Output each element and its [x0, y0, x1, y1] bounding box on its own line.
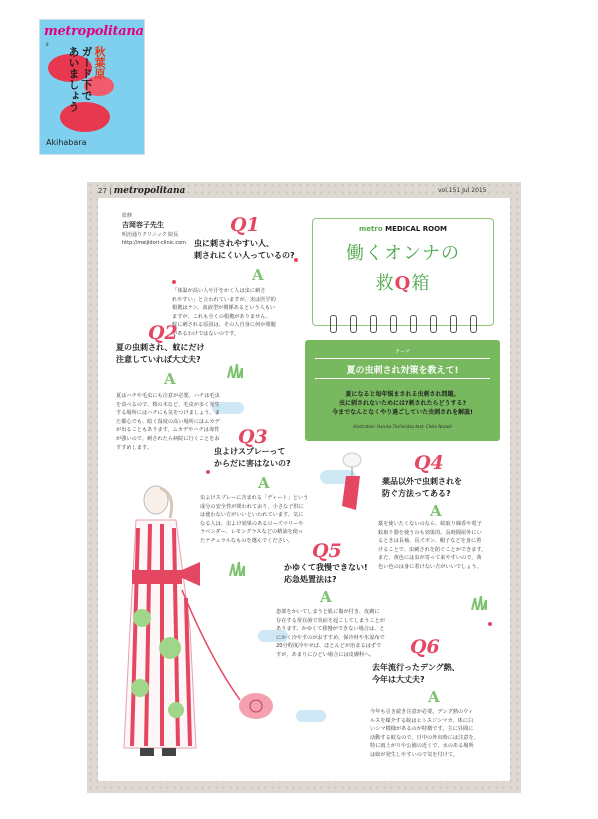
a1-answer: 「体温が高い人や汗をかく人は虫に刺さ れやすい」と言われていますが、実は医学的 根拠はナシ。血液型が関係あるという人もい ますが、これも全くの根拠がありません。 蚊に刺される原因は、その人自身に何か問題 があるわけではないのです。: [172, 288, 276, 337]
theme-label: テーマ: [394, 349, 410, 355]
q1-question: 虫に刺されやすい人、 刺されにくい人っているの?: [194, 239, 295, 260]
woman-yukata-illustration: [100, 478, 250, 778]
binder-ring: [390, 315, 397, 333]
section-title: 働くオンナの 救Q箱: [313, 239, 493, 299]
page-header-left: 27 | metropolitana: [98, 186, 186, 196]
cover-title-line2: あいましょう: [67, 46, 80, 112]
a2-label: A: [164, 370, 176, 388]
cover-title-red: 秋葉原: [93, 46, 106, 79]
supervisor-name: 吉岡容子先生: [122, 221, 164, 229]
red-dot-decoration: [488, 622, 492, 626]
a3-label: A: [258, 474, 270, 492]
q6-question: 去年流行ったデング熱、 今年は大丈夫?: [372, 663, 460, 684]
theme-divider: [315, 378, 490, 379]
a4-answer: 薬を使いたくないのなら、蚊取り線香や電子 蚊取り器を使うのも効果的。長時間屋外にい るときは長袖、長ズボン、帽子などを身に着 けることで、虫刺されを防ぐことができます。 また、黄色には虫が寄って来やすいので、黄 色い色のは身に着けない方がいいでしょう。: [378, 521, 487, 570]
binder-ring: [330, 315, 337, 333]
a1-label: A: [252, 266, 264, 284]
header-magazine-name: metropolitana: [113, 186, 186, 196]
title-box: [312, 218, 494, 326]
pig-mosquito-coil-illustration: [236, 688, 278, 722]
wind-chime-illustration: [338, 452, 368, 514]
q2-number: Q2: [148, 322, 178, 344]
q4-number: Q4: [414, 452, 444, 474]
a6-label: A: [428, 688, 440, 706]
q6-number: Q6: [410, 636, 440, 658]
supervisor-label: 監修: [122, 213, 133, 219]
grass-decoration: [226, 364, 244, 378]
theme-sub: 夏になると毎年悩まされる虫刺され問題。 虫に刺されないためには?刺されたらどうする? 今までなんとなくやり過ごしていた虫刺されを解説!: [332, 391, 473, 416]
a5-answer: 患部をかいてしまうと肌に傷が付き、皮膚に 存在する常在菌で炎症を起こしてしまうことが あります。かゆくて我慢ができない場合は、と にかく冷やすのがおすすめ。保冷材や氷湿布で 20分程度冷やせば、ほとんどが治まるはずで すが、あまりにひどい場合には皮膚科へ。: [276, 609, 385, 658]
cover-logo: metropolitana: [44, 24, 144, 39]
theme-box: [305, 340, 500, 441]
binder-ring: [430, 315, 437, 333]
binder-ring: [370, 315, 377, 333]
q3-question: 虫よけスプレーって からだに害はないの?: [214, 447, 291, 468]
page-number: 27: [98, 187, 107, 195]
q4-question: 薬品以外で虫刺されを 防ぐ方法ってある?: [382, 477, 462, 498]
cloud-decoration: [296, 710, 326, 722]
binder-ring: [410, 315, 417, 333]
supervisor-clinic: 明治通りクリニック 院長: [122, 232, 179, 238]
cover-issue: 8: [46, 42, 49, 47]
red-dot-decoration: [172, 280, 176, 284]
q5-question: かゆくて我慢できない! 応急処置法は?: [284, 563, 368, 584]
section-kicker: metro MEDICAL ROOM: [359, 225, 447, 233]
theme-main: 夏の虫刺され対策を教えて!: [346, 366, 459, 376]
a4-label: A: [430, 502, 442, 520]
issue-label: vol.151 Jul 2015: [438, 187, 487, 194]
binder-ring: [350, 315, 357, 333]
cover-title-line1: ガード下で: [80, 46, 93, 101]
a3-answer: 虫よけスプレーに含まれる「ディート」という 成分の安全性が問われており、小さな子供に は使わない方がいいといわれています。気に なる人は、虫よけ効果のあるローズマリーや ラベンダー、レモングラスなどの精油を使っ たナチュラルなものを選んでください。: [200, 495, 309, 544]
a6-answer: 今年も引き続き注意が必要。デング熱のウィ ルスを媒介する蚊はヒトスジシマカ。体に白 いシマ模様があるのが特徴です。主に昼間に 活動する蚊なので、日中の外出時には注意を。 特に雨上がりや公園の近くで、水のある場所 は蚊が発生しやすいので気を付けて。: [370, 709, 479, 758]
q3-number: Q3: [238, 426, 268, 448]
q1-number: Q1: [230, 214, 260, 236]
theme-credit: illustration: Haruka Toshimitsu text: Chiko Nozaki: [353, 424, 452, 429]
red-dot-decoration: [206, 470, 210, 474]
q2-question: 夏の虫刺され、蚊にだけ 注意していれば大丈夫?: [116, 343, 205, 364]
a2-answer: 夏はハチや毛虫にも注意が必要。ハチは毛虫 を食べるので、桜の木など、毛虫が多く発生 する場所にはハチにも気をつけましょう。ま た都心でも、暗く湿度の高い場所にはムカデ が出ることもあります。ムカデやハチは毒性 が強いので、刺されたら病院に行くことをお すすめします。: [116, 393, 220, 451]
grass-decoration: [470, 596, 488, 610]
cover-title: [67, 46, 106, 112]
supervisor-url: http://meijidori-clinic.com: [122, 240, 187, 246]
cover-place: Akihabara: [46, 138, 87, 147]
binder-ring: [470, 315, 477, 333]
a5-label: A: [320, 588, 332, 606]
title-line1: 働くオンナの: [346, 243, 460, 264]
binder-ring: [450, 315, 457, 333]
q5-number: Q5: [312, 540, 342, 562]
magazine-cover[interactable]: [40, 20, 144, 154]
theme-divider: [315, 358, 490, 359]
